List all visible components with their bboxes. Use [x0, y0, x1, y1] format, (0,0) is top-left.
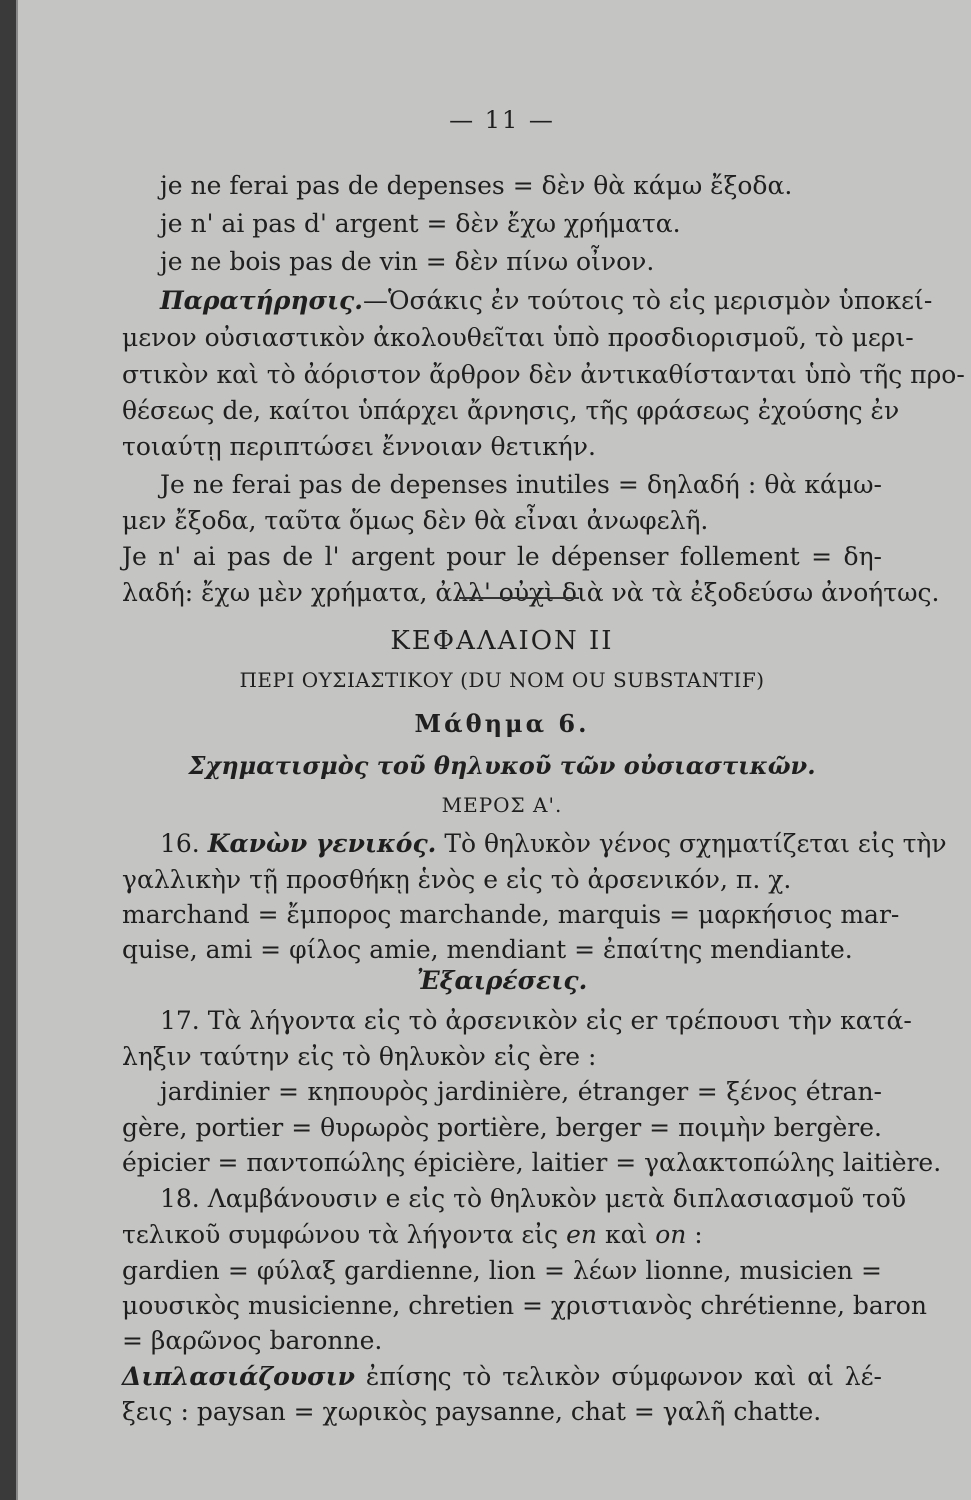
- doubling-text: ἐπίσης τὸ τελικὸν σύμφωνον καὶ αἱ λέ-: [355, 1362, 882, 1391]
- rule-16-line: quise, ami = φίλος amie, mendiant = ἐπαίτης mendiante.: [122, 935, 853, 964]
- text-line: je n' ai pas d' argent = δὲν ἔχω χρήματα.: [160, 209, 681, 238]
- note-line: μενον οὐσιαστικὸν ἀκολουθεῖται ὑπὸ προσδιορισμοῦ, τὸ μερι-: [122, 323, 914, 352]
- rule-16-line: γαλλικὴν τῇ προσθήκῃ ἑνὸς e εἰς τὸ ἀρσενικόν, π. χ.: [122, 865, 792, 894]
- example-line: μεν ἔξοδα, ταῦτα ὅμως δὲν θὰ εἶναι ἀνωφελῆ.: [122, 506, 709, 535]
- example-line: λαδή: ἔχω μὲν χρήματα, ἀλλ' οὐχὶ διὰ νὰ τὰ ἐξοδεύσω ἀνοήτως.: [122, 578, 940, 607]
- page-number: — 11 —: [449, 106, 555, 134]
- doubling-line: [122, 1359, 882, 1396]
- rule-17-line: ληξιν ταύτην εἰς τὸ θηλυκὸν εἰς ère :: [122, 1042, 597, 1071]
- rule-number: 16.: [160, 829, 200, 858]
- book-page: [16, 0, 971, 1500]
- rule-16-line: marchand = ἔμπορος marchande, marquis = μαρκήσιος mar-: [122, 900, 900, 929]
- note-line: στικὸν καὶ τὸ ἀόριστον ἄρθρον δὲν ἀντικαθίστανται ὑπὸ τῆς προ-: [122, 360, 965, 389]
- chapter-title: ΚΕΦΑΛΑΙΟΝ ΙΙ: [390, 626, 614, 656]
- chapter-subtitle: ΠΕΡΙ ΟΥΣΙΑΣΤΙΚΟΥ (DU NOM OU SUBSTANTIF): [239, 668, 765, 692]
- lesson-title: Μάθημα 6.: [414, 709, 590, 738]
- note-label: Παρατήρησις.: [160, 286, 363, 315]
- doubling-label: Διπλασιάζουσιν: [122, 1362, 356, 1391]
- note-line: [122, 283, 933, 320]
- rule-18-line: = βαρῶνος baronne.: [122, 1326, 383, 1355]
- suffix-en: en: [566, 1220, 597, 1249]
- example-line: Je ne ferai pas de depenses inutiles = δηλαδή : θὰ κάμω-: [160, 470, 882, 499]
- doubling-line: ξεις : paysan = χωρικὸς paysanne, chat = γαλῆ chatte.: [122, 1397, 822, 1426]
- example-line: Je n' ai pas de l' argent pour le dépenser follement = δη-: [122, 542, 882, 571]
- rule-17-line: gère, portier = θυρωρὸς portière, berger = ποιμὴν bergère.: [122, 1113, 882, 1142]
- note-line: θέσεως de, καίτοι ὑπάρχει ἄρνησις, τῆς φράσεως ἐχούσης ἐν: [122, 396, 900, 425]
- note-line: τοιαύτῃ περιπτώσει ἔννοιαν θετικήν.: [122, 432, 596, 461]
- rule-17-line: épicier = παντοπώλης épicière, laitier = γαλακτοπώλης laitière.: [122, 1148, 942, 1177]
- binding-shadow: [0, 0, 16, 1500]
- rule-18-line: gardien = φύλαξ gardienne, lion = λέων lionne, musicien =: [122, 1256, 882, 1285]
- section-title: Σχηματισμὸς τοῦ θηλυκοῦ τῶν οὐσιαστικῶν.: [188, 751, 816, 780]
- rule-18-text: τελικοῦ συμφώνου τὰ λήγοντα εἰς: [122, 1220, 567, 1249]
- rule-label: Κανὼν γενικός.: [207, 829, 437, 858]
- rule-18-line: [122, 1217, 882, 1254]
- rule-17-line: jardinier = κηπουρὸς jardinière, étranger = ξένος étran-: [160, 1077, 882, 1106]
- rule-text: Τὸ θηλυκὸν γένος σχηματίζεται εἰς τὴν: [436, 829, 947, 858]
- conjunction: καὶ: [597, 1220, 656, 1249]
- section-divider: [459, 597, 579, 599]
- rule-17-line: 17. Τὰ λήγοντα εἰς τὸ ἀρσενικὸν εἰς er τρέπουσι τὴν κατά-: [160, 1006, 912, 1035]
- text-line: je ne ferai pas de depenses = δὲν θὰ κάμω ἔξοδα.: [160, 171, 793, 200]
- text-line: je ne bois pas de vin = δὲν πίνω οἶνον.: [160, 247, 655, 276]
- colon: :: [686, 1220, 703, 1249]
- exceptions-heading: Ἐξαιρέσεις.: [416, 966, 588, 995]
- part-title: ΜΕΡΟΣ Α'.: [441, 793, 563, 817]
- suffix-on: on: [655, 1220, 687, 1249]
- rule-18-line: 18. Λαμβάνουσιν e εἰς τὸ θηλυκὸν μετὰ διπλασιασμοῦ τοῦ: [160, 1184, 907, 1213]
- note-text: —Ὁσάκις ἐν τούτοις τὸ εἰς μερισμὸν ὑποκεί-: [362, 286, 933, 315]
- rule-18-line: μουσικὸς musicienne, chretien = χριστιανὸς chrétienne, baron: [122, 1291, 927, 1320]
- rule-16-line: [122, 826, 947, 863]
